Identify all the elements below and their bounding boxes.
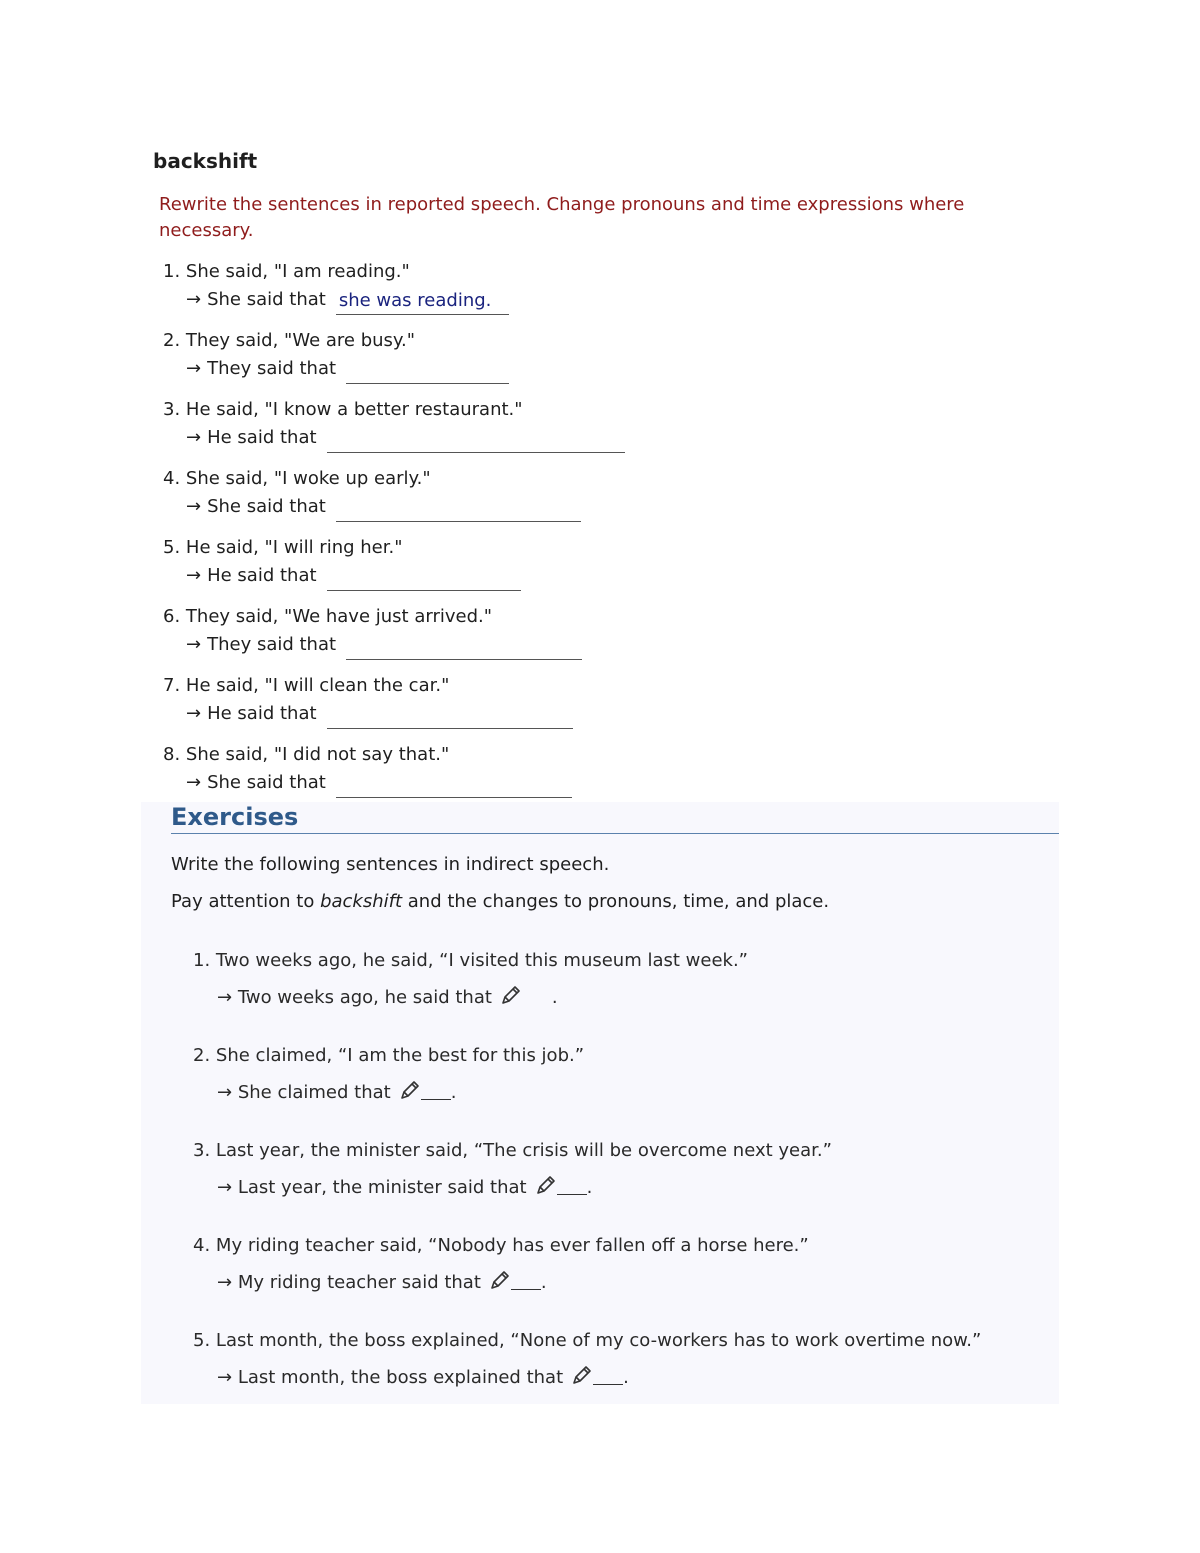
- question-text: Two weeks ago, he said, “I visited this museum last week.”: [215, 950, 749, 971]
- exercise-item: [153, 672, 1053, 741]
- answer-blank[interactable]: [346, 633, 582, 660]
- answer-blank[interactable]: [593, 1366, 623, 1385]
- arrow-icon: →: [186, 703, 202, 724]
- pencil-icon[interactable]: [489, 1269, 511, 1291]
- item-number: 2.: [193, 1045, 211, 1066]
- exercise-list: [153, 258, 1053, 810]
- pencil-icon[interactable]: [571, 1364, 593, 1386]
- answer-lead: They said that: [207, 634, 337, 655]
- arrow-icon: →: [186, 634, 202, 655]
- question: [193, 1041, 981, 1071]
- question: [153, 741, 1053, 769]
- divider: [171, 833, 1059, 834]
- answer-blank[interactable]: she was reading.: [336, 288, 509, 315]
- arrow-icon: →: [186, 496, 202, 517]
- item-number: 8.: [163, 744, 181, 765]
- arrow-icon: →: [217, 1082, 233, 1103]
- exercise-item: [193, 1326, 981, 1421]
- item-number: 3.: [193, 1140, 211, 1161]
- answer-line: [193, 1268, 981, 1298]
- question: [193, 1231, 981, 1261]
- answer-line: [153, 562, 1053, 590]
- item-number: 1.: [193, 950, 211, 971]
- answer-lead: They said that: [207, 358, 337, 379]
- question: [153, 258, 1053, 286]
- answer-lead: She said that: [207, 496, 326, 517]
- answer-blank[interactable]: [336, 771, 572, 798]
- exercise-item: [153, 465, 1053, 534]
- answer-blank[interactable]: [522, 986, 552, 1005]
- exercise-item: [153, 327, 1053, 396]
- arrow-icon: →: [186, 565, 202, 586]
- answer-lead: He said that: [207, 703, 317, 724]
- answer-lead: My riding teacher said that: [237, 1272, 481, 1293]
- answer-line: [153, 424, 1053, 452]
- item-number: 4.: [193, 1235, 211, 1256]
- arrow-icon: →: [186, 772, 202, 793]
- backshift-section: [153, 146, 1053, 810]
- question: [153, 327, 1053, 355]
- answer-lead: Two weeks ago, he said that: [237, 987, 492, 1008]
- answer-blank[interactable]: [346, 357, 509, 384]
- exercise-item: [153, 396, 1053, 465]
- question: [193, 1136, 981, 1166]
- sentence-end: .: [586, 1177, 593, 1198]
- item-number: 2.: [163, 330, 181, 351]
- question: [153, 672, 1053, 700]
- answer-lead: She said that: [207, 772, 326, 793]
- question-text: Last year, the minister said, “The crisis will be overcome next year.”: [215, 1140, 832, 1161]
- answer-line: [193, 1078, 981, 1108]
- exercise-item: [193, 1231, 981, 1326]
- exercise-item: [153, 258, 1053, 327]
- answer-line: [153, 631, 1053, 659]
- exercise-list: [193, 946, 981, 1421]
- answer-lead: She claimed that: [237, 1082, 391, 1103]
- question-text: She said, "I did not say that.": [185, 744, 450, 765]
- item-number: 3.: [163, 399, 181, 420]
- question-text: She said, "I woke up early.": [185, 468, 431, 489]
- answer-line: [153, 493, 1053, 521]
- exercise-item: [193, 1136, 981, 1231]
- exercises-section: [141, 802, 1059, 1404]
- exercise-item: [193, 1041, 981, 1136]
- answer-lead: He said that: [207, 427, 317, 448]
- arrow-icon: →: [217, 1272, 233, 1293]
- answer-blank[interactable]: [336, 495, 581, 522]
- arrow-icon: →: [217, 1367, 233, 1388]
- arrow-icon: →: [186, 427, 202, 448]
- question: [153, 396, 1053, 424]
- item-number: 1.: [163, 261, 181, 282]
- answer-lead: Last year, the minister said that: [237, 1177, 527, 1198]
- instruction-text: Pay attention to: [171, 891, 321, 912]
- instruction: Write the following sentences in indirect speech.: [171, 854, 610, 875]
- question-text: He said, "I will ring her.": [185, 537, 403, 558]
- instruction-emphasis: backshift: [320, 891, 403, 912]
- exercise-item: [153, 603, 1053, 672]
- exercise-item: [193, 946, 981, 1041]
- item-number: 5.: [193, 1330, 211, 1351]
- answer-line: [193, 983, 981, 1013]
- answer-line: [193, 1363, 981, 1393]
- section-title: backshift: [153, 149, 258, 173]
- item-number: 5.: [163, 537, 181, 558]
- question: [153, 603, 1053, 631]
- arrow-icon: →: [186, 289, 202, 310]
- item-number: 4.: [163, 468, 181, 489]
- answer-blank[interactable]: [511, 1271, 541, 1290]
- answer-blank[interactable]: [327, 426, 625, 453]
- sentence-end: .: [450, 1082, 457, 1103]
- instruction: [171, 891, 829, 912]
- item-number: 7.: [163, 675, 181, 696]
- question-text: Last month, the boss explained, “None of my co-workers has to work overtime now.”: [215, 1330, 982, 1351]
- question-text: She said, "I am reading.": [185, 261, 410, 282]
- instruction-text: and the changes to pronouns, time, and place.: [402, 891, 830, 912]
- question-text: He said, "I know a better restaurant.": [185, 399, 523, 420]
- answer-line: [153, 700, 1053, 728]
- question-text: He said, "I will clean the car.": [185, 675, 450, 696]
- question-text: They said, "We are busy.": [185, 330, 415, 351]
- answer-lead: Last month, the boss explained that: [237, 1367, 564, 1388]
- question: [193, 946, 981, 976]
- answer-lead: He said that: [207, 565, 317, 586]
- instructions: Rewrite the sentences in reported speech. Change pronouns and time expressions where necessary.: [159, 194, 965, 241]
- answer-line: [193, 1173, 981, 1203]
- pencil-icon[interactable]: [535, 1174, 557, 1196]
- arrow-icon: →: [186, 358, 202, 379]
- answer-lead: She said that: [207, 289, 326, 310]
- pencil-icon[interactable]: [399, 1079, 421, 1101]
- pencil-icon[interactable]: [500, 984, 522, 1006]
- question: [153, 534, 1053, 562]
- answer-blank[interactable]: [327, 564, 521, 591]
- exercise-item: [153, 741, 1053, 810]
- answer-blank[interactable]: [421, 1081, 451, 1100]
- answer-blank[interactable]: [557, 1176, 587, 1195]
- answer-blank[interactable]: [327, 702, 573, 729]
- answer-line: [153, 355, 1053, 383]
- question: [153, 465, 1053, 493]
- item-number: 6.: [163, 606, 181, 627]
- question: [193, 1326, 981, 1356]
- question-text: She claimed, “I am the best for this job.”: [215, 1045, 585, 1066]
- question-text: They said, "We have just arrived.": [185, 606, 492, 627]
- arrow-icon: →: [217, 987, 233, 1008]
- arrow-icon: →: [217, 1177, 233, 1198]
- answer-line: [153, 769, 1053, 797]
- answer-line: [153, 286, 1053, 314]
- exercise-item: [153, 534, 1053, 603]
- sentence-end: .: [623, 1367, 629, 1388]
- section-title: Exercises: [171, 803, 299, 831]
- sentence-end: .: [540, 1272, 547, 1293]
- question-text: My riding teacher said, “Nobody has ever fallen off a horse here.”: [215, 1235, 809, 1256]
- sentence-end: .: [551, 987, 558, 1008]
